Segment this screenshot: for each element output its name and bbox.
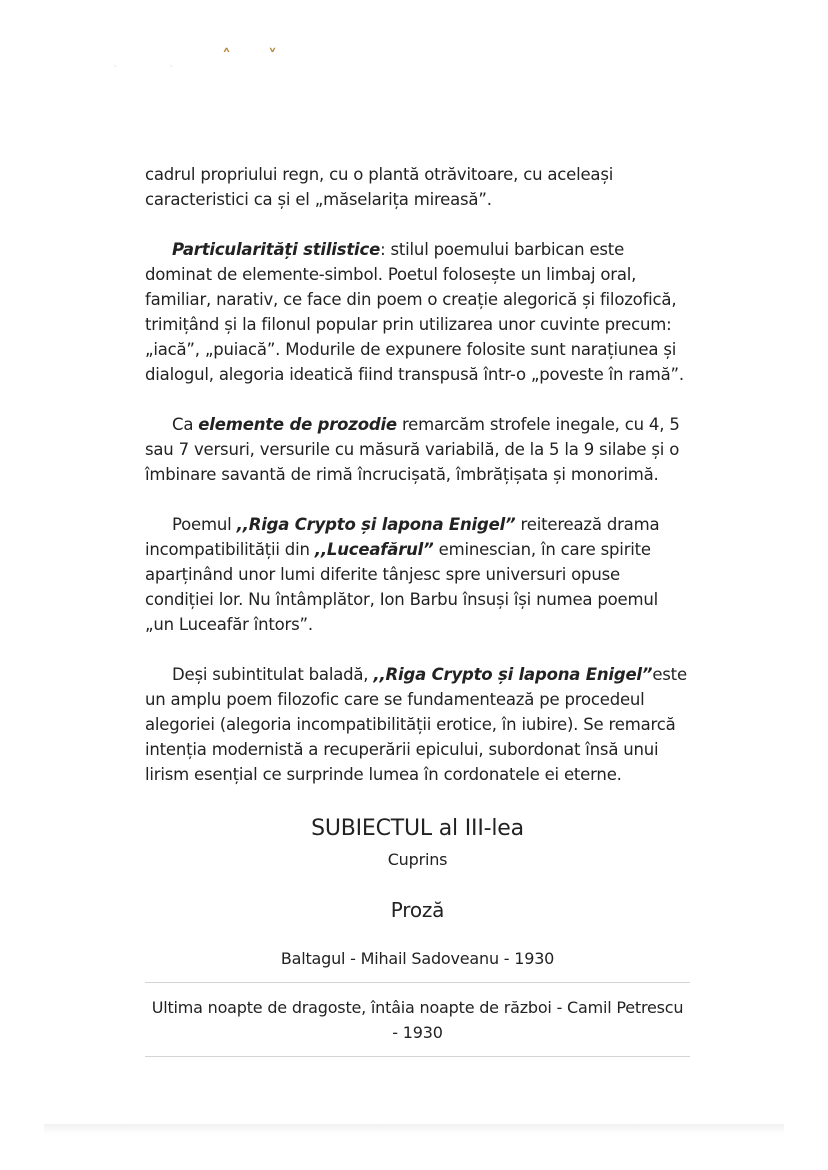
paragraph-stylistic bbox=[145, 237, 690, 387]
term-prosody: elemente de prozodie bbox=[198, 415, 397, 434]
footer-shadow bbox=[44, 1124, 784, 1134]
article-content bbox=[145, 162, 690, 1057]
work-list-item[interactable]: Ultima noapte de dragoste, întâia noapte de război - Camil Petrescu - 1930 bbox=[145, 983, 690, 1057]
paragraph-text: Deși subintitulat baladă, bbox=[172, 665, 374, 684]
title-riga-crypto: ,,Riga Crypto și lapona Enigel” bbox=[236, 515, 516, 534]
paragraph-text: este un amplu poem filozofic care se fundamentează pe procedeul alegoriei (alegoria incompatibilității erotice, în iubire). Se remarcă intenția modernistă a recuperării epicului, subordonat însă unui lirism esențial ce surprinde lumea în cordonatele ei eterne. bbox=[145, 665, 687, 784]
paragraph-text: eminescian, în care spirite aparținând unor lumi diferite tânjesc spre universuri opuse condiției lor. Nu întâmplător, Ion Barbu însuși își numea poemul „un Luceafăr întors”. bbox=[145, 540, 659, 634]
work-list-item[interactable]: Baltagul - Mihail Sadoveanu - 1930 bbox=[145, 940, 690, 983]
logo-fragment-dot: · bbox=[170, 62, 173, 71]
paragraph-text: remarcăm strofele inegale, cu 4, 5 sau 7 versuri, versurile cu măsură variabilă, de la 5 la 9 silabe și o îmbinare savantă de rimă încrucișată, îmbrățișata și monorimă. bbox=[145, 415, 680, 484]
paragraph-continuation: cadrul propriului regn, cu o plantă otrăvitoare, cu aceleași caracteristici ca și el „măselarița mireasă”. bbox=[145, 165, 614, 209]
paragraph-text: Ca bbox=[172, 415, 199, 434]
paragraph-comparison bbox=[145, 512, 690, 637]
logo-fragment-caret-up: ˄ bbox=[222, 46, 231, 67]
paragraph-conclusion bbox=[145, 662, 690, 787]
header-logo-fragment bbox=[0, 44, 828, 74]
title-luceafarul: ,,Luceafărul” bbox=[314, 540, 434, 559]
work-list bbox=[145, 940, 690, 1057]
title-riga-crypto: ,,Riga Crypto și lapona Enigel” bbox=[373, 665, 653, 684]
paragraph-prosody bbox=[145, 412, 690, 487]
paragraph-text: reiterează drama incompatibilității din bbox=[145, 515, 660, 559]
genre-heading: Proză bbox=[390, 898, 445, 922]
logo-fragment-dot: · bbox=[114, 62, 117, 71]
term-stylistic: Particularități stilistice bbox=[172, 240, 381, 259]
section-title: SUBIECTUL al III-lea bbox=[311, 816, 524, 841]
logo-fragment-caret-down: ˅ bbox=[268, 46, 277, 67]
paragraph-text: : stilul poemului barbican este dominat de elemente-simbol. Poetul folosește un limbaj oral, familiar, narativ, ce face din poem o creație alegorică și filozofică, trimițând și la filonul popular prin utilizarea unor cuvinte precum: „iacă”, „puiacă”. Modurile de expunere folosite sunt narațiunea și dialogul, alegoria ideatică fiind transpusă într-o „poveste în ramă”. bbox=[145, 240, 684, 384]
section-subtitle: Cuprins bbox=[387, 850, 448, 869]
paragraph-text: Poemul bbox=[172, 515, 237, 534]
